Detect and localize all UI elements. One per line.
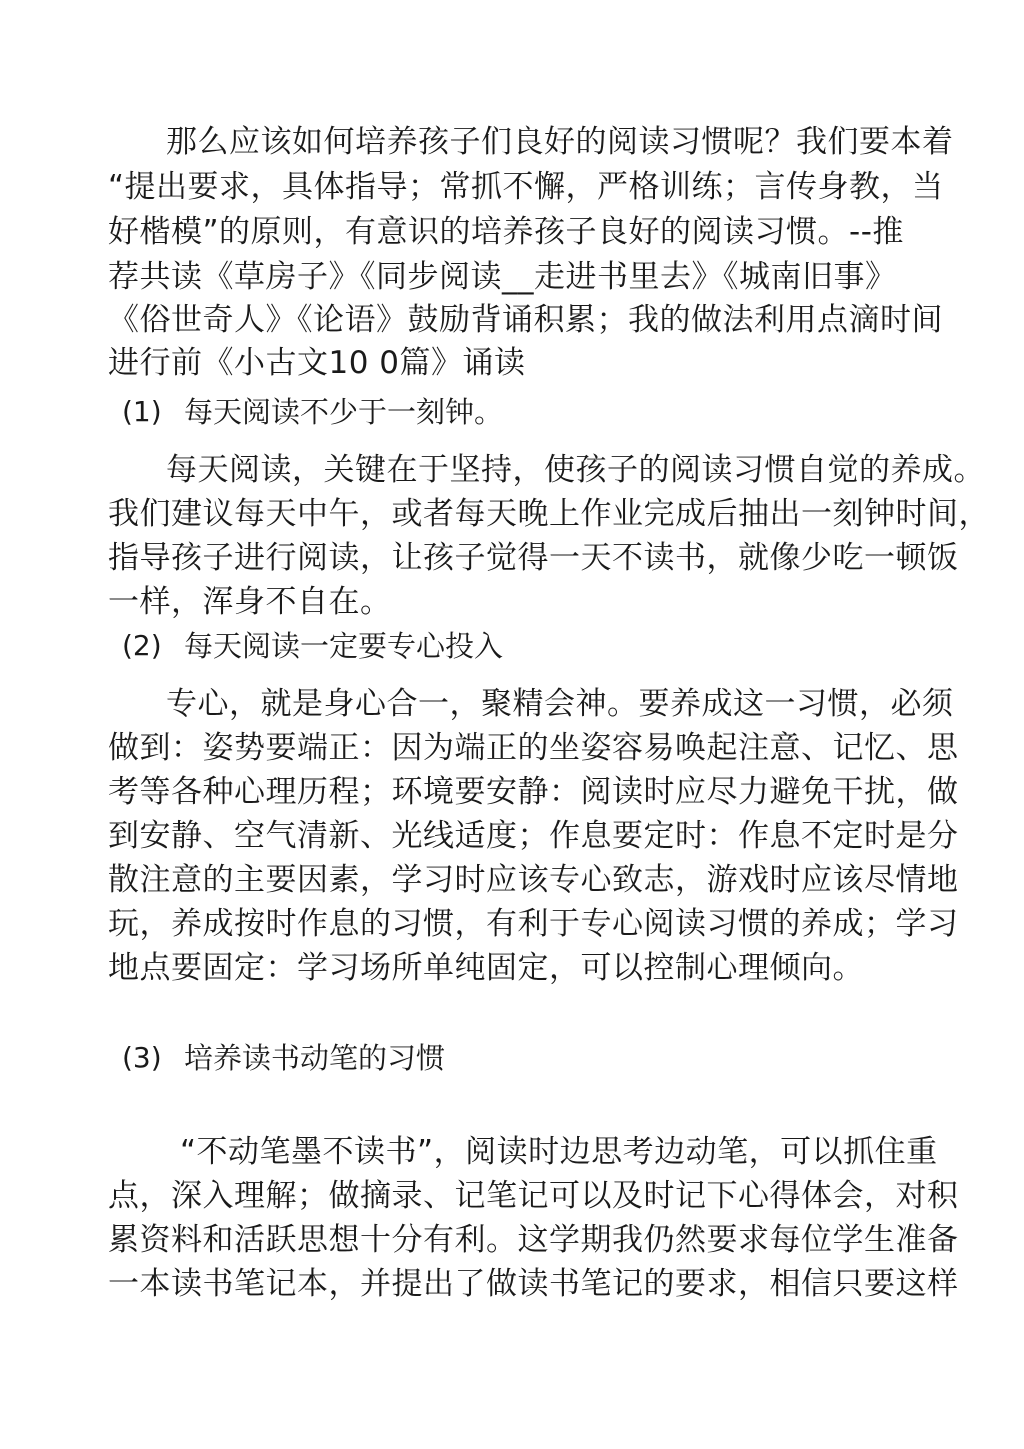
intro-line: 《俗世奇人》《论语》鼓励背诵积累；我的做法利用点滴时间 [108,302,943,338]
paragraph-line: 散注意的主要因素，学习时应该专心致志，游戏时应该尽情地 [108,862,959,898]
item-heading: 每天阅读一定要专心投入 [184,629,504,663]
paragraph-line: 指导孩子进行阅读，让孩子觉得一天不读书，就像少吃一顿饭 [108,540,959,576]
item-number: (1) [122,395,162,428]
paragraph-line: 一样，浑身不自在。 [108,584,392,620]
item-heading: 每天阅读不少于一刻钟。 [184,395,504,429]
item-number: (3) [122,1041,162,1074]
paragraph-line: 到安静、空气清新、光线适度；作息要定时：作息不定时是分 [108,818,959,854]
intro-line: 进行前《小古文10 0篇》诵读 [108,345,526,381]
intro-line: “提出要求，具体指导；常抓不懈，严格训练；言传身教，当 [108,169,944,205]
intro-line: 好楷模”的原则，有意识的培养孩子良好的阅读习惯。--推 [108,214,904,250]
intro-line: 荐共读《草房子》《同步阅读__走进书里去》《城南旧事》 [108,259,897,295]
paragraph-line: 每天阅读，关键在于坚持，使孩子的阅读习惯自觉的养成。 [166,452,985,488]
paragraph-line: 地点要固定：学习场所单纯固定，可以控制心理倾向。 [108,950,864,986]
item-number: (2) [122,629,162,662]
paragraph-line: 考等各种心理历程；环境要安静：阅读时应尽力避免干扰，做 [108,774,959,810]
paragraph-line: 一本读书笔记本，并提出了做读书笔记的要求，相信只要这样 [108,1266,959,1302]
paragraph-line: 累资料和活跃思想十分有利。这学期我仍然要求每位学生准备 [108,1222,959,1258]
paragraph-line: 点，深入理解；做摘录、记笔记可以及时记下心得体会，对积 [108,1178,959,1214]
paragraph-line: 专心，就是身心合一，聚精会神。要养成这一习惯，必须 [166,686,954,722]
item-heading: 培养读书动笔的习惯 [184,1041,446,1075]
paragraph-line: “不动笔墨不读书”，阅读时边思考边动笔，可以抓住重 [180,1134,938,1170]
intro-line: 那么应该如何培养孩子们良好的阅读习惯呢？我们要本着 [166,124,954,160]
paragraph-line: 玩，养成按时作息的习惯，有利于专心阅读习惯的养成；学习 [108,906,959,942]
paragraph-line: 我们建议每天中午，或者每天晚上作业完成后抽出一刻钟时间， [108,496,990,532]
paragraph-line: 做到：姿势要端正：因为端正的坐姿容易唤起注意、记忆、思 [108,730,959,766]
